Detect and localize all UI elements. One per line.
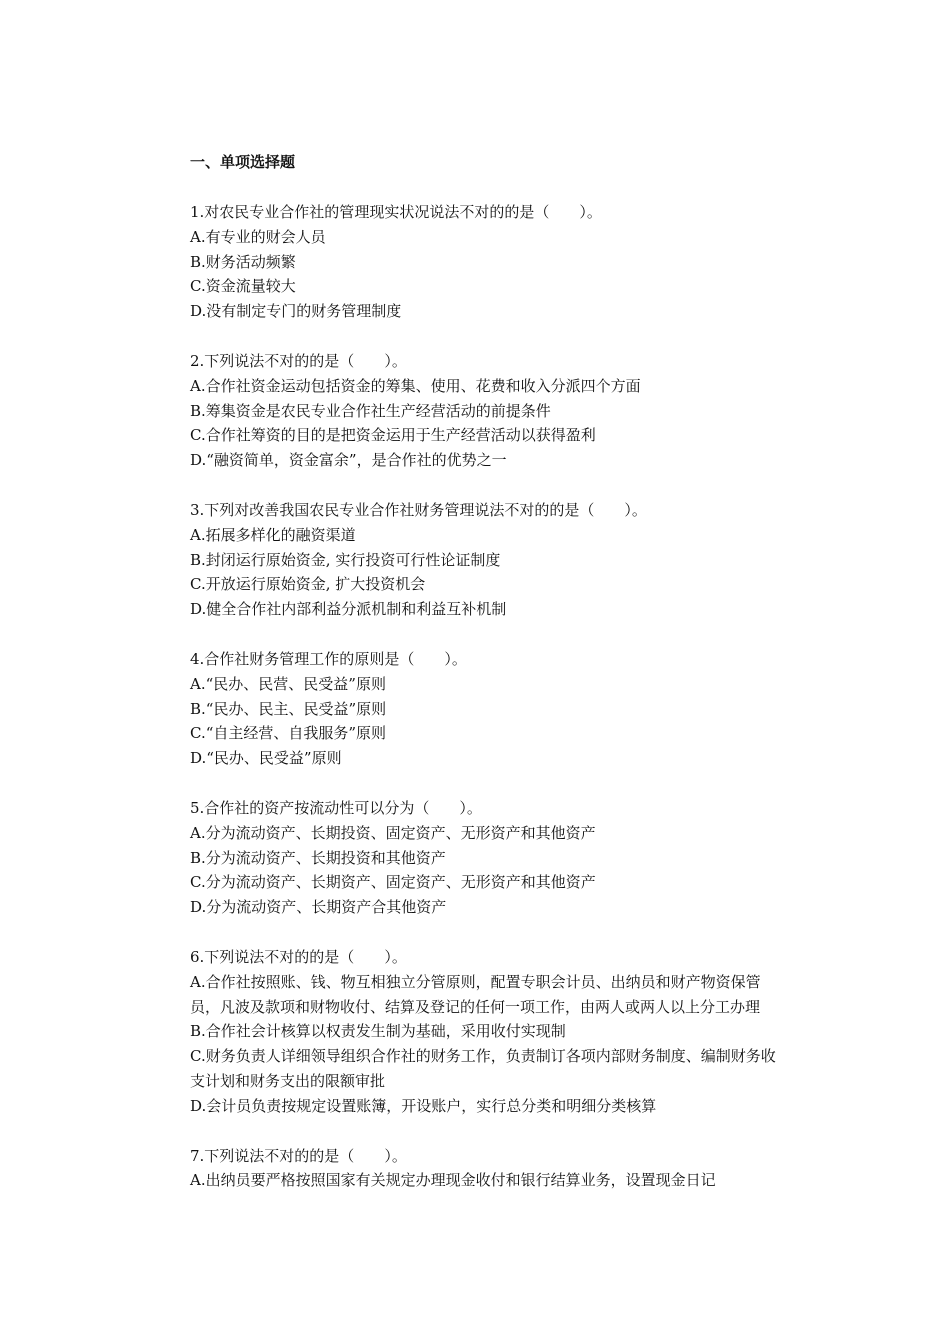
answer-option: B.封闭运行原始资金, 实行投资可行性论证制度	[190, 550, 501, 569]
question-list	[190, 200, 790, 1193]
document-page	[190, 150, 790, 1218]
section-title: 一、单项选择题	[190, 153, 296, 171]
answer-option: C.开放运行原始资金, 扩大投资机会	[190, 575, 426, 594]
answer-option: D.会计员负责按规定设置账簿，开设账户，实行总分类和明细分类核算	[190, 1096, 657, 1115]
question-stem: 6.下列说法不对的的是（ ）。	[190, 947, 407, 966]
answer-option: C.分为流动资产、长期资产、固定资产、无形资产和其他资产	[190, 873, 596, 892]
answer-option: C.合作社筹资的目的是把资金运用于生产经营活动以获得盈利	[190, 426, 596, 445]
answer-option: D.健全合作社内部利益分派机制和利益互补机制	[190, 600, 507, 619]
question-stem: 3.下列对改善我国农民专业合作社财务管理说法不对的的是（ ）。	[190, 500, 647, 519]
question-stem: 4.合作社财务管理工作的原则是（ ）。	[190, 649, 467, 668]
answer-option: A.拓展多样化的融资渠道	[190, 525, 356, 544]
answer-option: D.分为流动资产、长期资产合其他资产	[190, 898, 447, 917]
answer-option: C.“自主经营、自我服务”原则	[190, 724, 387, 743]
answer-option: B.合作社会计核算以权责发生制为基础，采用收付实现制	[190, 1022, 566, 1041]
answer-option: B.财务活动频繁	[190, 252, 296, 271]
answer-option: A.有专业的财会人员	[190, 227, 326, 246]
question-7	[190, 1144, 790, 1194]
question-stem: 5.合作社的资产按流动性可以分为（ ）。	[190, 798, 482, 817]
question-2	[190, 349, 790, 473]
answer-option: D.“民办、民受益”原则	[190, 749, 342, 768]
question-4	[190, 647, 790, 771]
answer-option: A.“民办、民营、民受益”原则	[190, 674, 386, 693]
question-3	[190, 498, 790, 622]
answer-option: D.“融资简单，资金富余”，是合作社的优势之一	[190, 451, 507, 470]
answer-option: C.财务负责人详细领导组织合作社的财务工作，负责制订各项内部财务制度、编制财务收支计划和财务支出的限额审批	[190, 1047, 776, 1090]
question-stem: 1.对农民专业合作社的管理现实状况说法不对的的是（ ）。	[190, 203, 602, 221]
answer-option: B.筹集资金是农民专业合作社生产经营活动的前提条件	[190, 401, 551, 420]
answer-option: A.合作社资金运动包括资金的筹集、使用、花费和收入分派四个方面	[190, 376, 641, 395]
answer-option: A.出纳员要严格按照国家有关规定办理现金收付和银行结算业务，设置现金日记	[190, 1171, 716, 1190]
question-1	[190, 200, 790, 324]
answer-option: B.分为流动资产、长期投资和其他资产	[190, 848, 446, 867]
question-6	[190, 945, 790, 1119]
answer-option: C.资金流量较大	[190, 277, 296, 296]
question-stem: 2.下列说法不对的的是（ ）。	[190, 351, 407, 370]
answer-option: B.“民办、民主、民受益”原则	[190, 699, 387, 718]
question-stem: 7.下列说法不对的的是（ ）。	[190, 1146, 407, 1165]
answer-option: A.分为流动资产、长期投资、固定资产、无形资产和其他资产	[190, 823, 596, 842]
answer-option: D.没有制定专门的财务管理制度	[190, 302, 402, 321]
question-5	[190, 796, 790, 920]
answer-option: A.合作社按照账、钱、物互相独立分管原则，配置专职会计员、出纳员和财产物资保管员，凡波及款项和财物收付、结算及登记的任何一项工作，由两人或两人以上分工办理	[190, 972, 761, 1016]
